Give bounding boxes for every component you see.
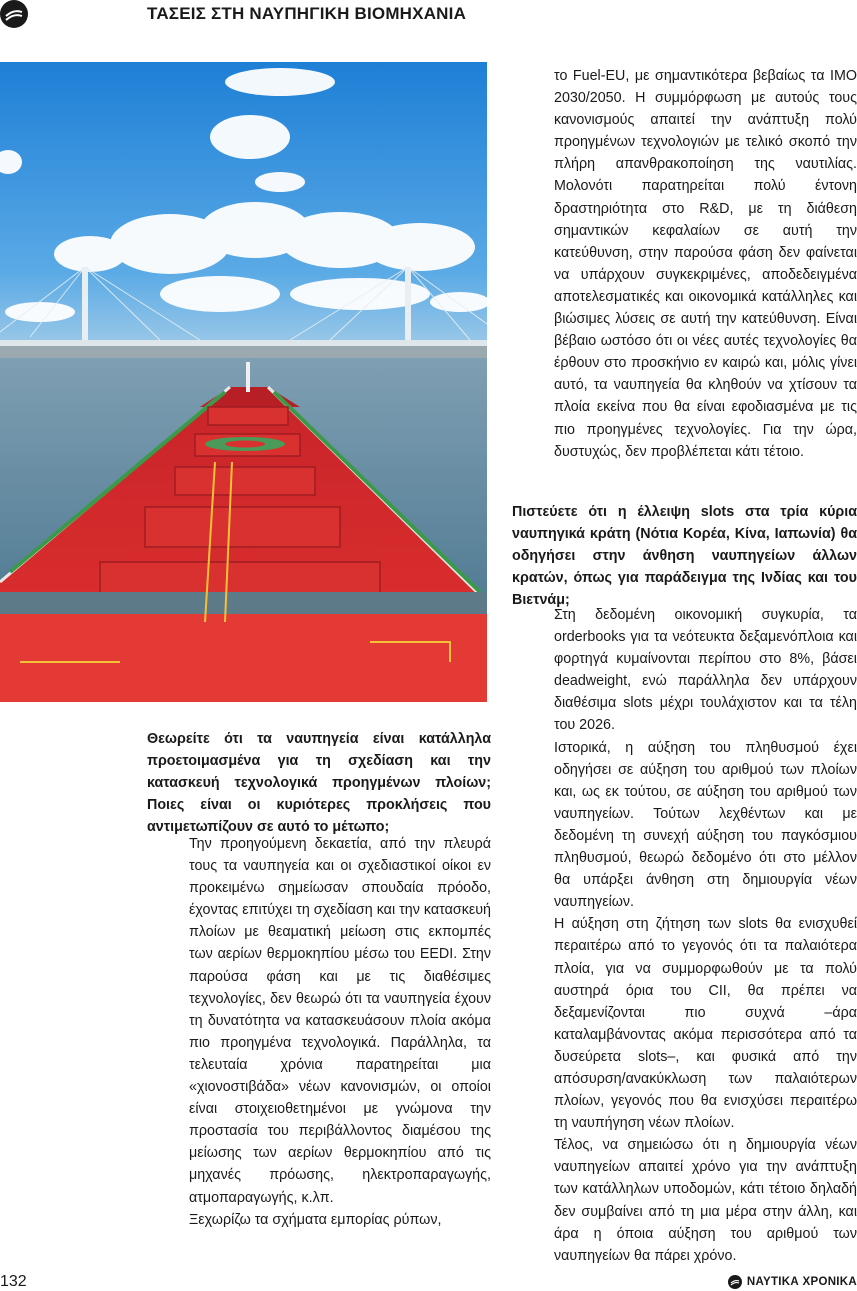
left-question — [147, 728, 491, 838]
left-answer — [189, 833, 491, 1231]
right-question — [512, 501, 857, 611]
magazine-logo-icon — [0, 0, 28, 28]
footer-brand — [728, 1275, 857, 1289]
brand-name: ΝΑΥΤΙΚΑ ΧΡΟΝΙΚΑ — [746, 1276, 857, 1288]
brand-logo-icon — [728, 1275, 742, 1289]
ship-deck-photo — [0, 62, 487, 702]
right-answer — [554, 604, 857, 1267]
section-title: ΤΑΣΕΙΣ ΣΤΗ ΝΑΥΠΗΓΙΚΗ ΒΙΟΜΗΧΑΝΙΑ — [147, 4, 467, 23]
right-continuation — [554, 65, 857, 463]
page-number: 132 — [0, 1273, 27, 1290]
right-continuation-text: το Fuel-EU, με σημαντικότερα βεβαίως τα IMO 2030/2050. Η συμμόρφωση με αυτούς τους κανονισμούς απαιτεί την ανάπτυξη πολύ προηγμένων τεχνολογιών με τελικό σκοπό την πλήρη απανθρακοποίηση της ναυτιλίας. Μολονότι παρατηρείται πολύ έντονη δραστηριότητα στο R&D, με τη διάθεση σημαντικών κεφαλαίων σε αυτή την κατεύθυνση, στην παρούσα φάση δεν φαίνεται να υπάρχουν συγκεκριμένες, αποδεδειγμένα αποτελεσματικές και οικονομικά κατάλληλες και βιώσιμες λύσεις σε αυτή την κατεύθυνση. Είναι βέβαιο ωστόσο ότι οι νέες αυτές τεχνολογίες θα έρθουν στο προσκήνιο εν καιρώ και, μόλις γίνει αυτό, τα ναυπηγεία θα κληθούν να χτίσουν τα πλοία εκείνα που θα είναι εφοδιασμένα με τις πιο προηγμένες τεχνολογίες. Για την ώρα, δυστυχώς, δεν προβλέπεται κάτι τέτοιο. — [554, 68, 857, 460]
left-paragraph: Ξεχωρίζω τα σχήματα εμπορίας ρύπων, — [189, 1211, 442, 1228]
right-paragraph: Ιστορικά, η αύξηση του πληθυσμού έχει οδηγήσει σε αύξηση του αριθμού των πλοίων και, ως εκ τούτου, σε αύξηση του αριθμού των ναυπηγείων. Τούτων λεχθέντων και με δεδομένη τη συνεχή αύξηση του παγκόσμιου πληθυσμού, θεωρώ δεδομένο ότι στο μέλλον θα υπάρξει άνθηση στη δημιουργία νέων ναυπηγείων. — [554, 739, 857, 911]
left-question-text: Θεωρείτε ότι τα ναυπηγεία είναι κατάλληλα προετοιμασμένα για τη σχεδίαση και την κατασκευή τεχνολογικά προηγμένων πλοίων; Ποιες είναι οι κυριότερες προκλήσεις που αντιμετωπίζουν σε αυτό το μέτωπο; — [147, 731, 491, 836]
right-paragraph: Η αύξηση στη ζήτηση των slots θα ενισχυθεί περαιτέρω από το γεγονός ότι τα παλαιότερα πλοία, για να συμμορφωθούν με τα πολύ αυστηρά όρια του CII, θα πρέπει να δεξαμενίζονται πιο συχνά –άρα καταλαμβάνοντας ακόμα περισσότερα από τα δυσεύρετα slots–, και φυσικά από την απόσυρση/ανακύκλωση των παλαιότερων πλοίων, γεγονός που θα ενισχύσει περαιτέρω τη ναυπήγηση νέων πλοίων. — [554, 916, 857, 1132]
right-paragraph: Τέλος, να σημειώσω ότι η δημιουργία νέων ναυπηγείων απαιτεί χρόνο για την ανάπτυξη των κατάλληλων υποδομών, κάτι τέτοιο δηλαδή δεν συμβαίνει από τη μια μέρα στην άλλη, και άρα η όποια αύξηση του αριθμού των ναυπηγείων θα πάρει χρόνο. — [554, 1137, 857, 1264]
right-paragraph: Στη δεδομένη οικονομική συγκυρία, τα orderbooks για τα νεότευκτα δεξαμενόπλοια και φορτηγά κυμαίνονται περίπου στο 8%, βάσει deadweight, ενώ παράλληλα δεν υπάρχουν διαθέσιμα slots μέχρι τουλάχιστον και τα τέλη του 2026. — [554, 607, 857, 734]
left-paragraph: Την προηγούμενη δεκαετία, από την πλευρά τους τα ναυπηγεία και οι σχεδιαστικοί οίκοι εν προκειμένω σημείωσαν σπουδαία πρόοδο, έχοντας επιτύχει τη σχεδίαση και την κατασκευή πλοίων με θεαματική μείωση στις εκπομπές των αερίων θερμοκηπίου μέσω του EEDI. Στην παρούσα φάση και με τις διαθέσιμες τεχνολογίες, δεν θεωρώ ότι τα ναυπηγεία έχουν τη δυνατότητα να κατασκευάσουν πλοία ακόμα πιο προηγμένα τεχνολογικά. Παράλληλα, τα τελευταία χρόνια παρατηρείται μια «χιονοστιβάδα» νέων κανονισμών, οι οποίοι είναι στοιχειοθετημένοι με γνώμονα την προστασία του περιβάλλοντος διαμέσου της μείωσης των αερίων θερμοκηπίου από τις μηχανές πρόωσης, ηλεκτροπαραγωγής, ατμοπαραγωγής, κ.λπ. — [189, 836, 491, 1206]
right-question-text: Πιστεύετε ότι η έλλειψη slots στα τρία κύρια ναυπηγικά κράτη (Νότια Κορέα, Κίνα, Ιαπωνία) θα οδηγήσει στην άνθηση ναυπηγείων άλλων κρατών, όπως για παράδειγμα της Ινδίας και του Βιετνάμ; — [512, 504, 857, 609]
